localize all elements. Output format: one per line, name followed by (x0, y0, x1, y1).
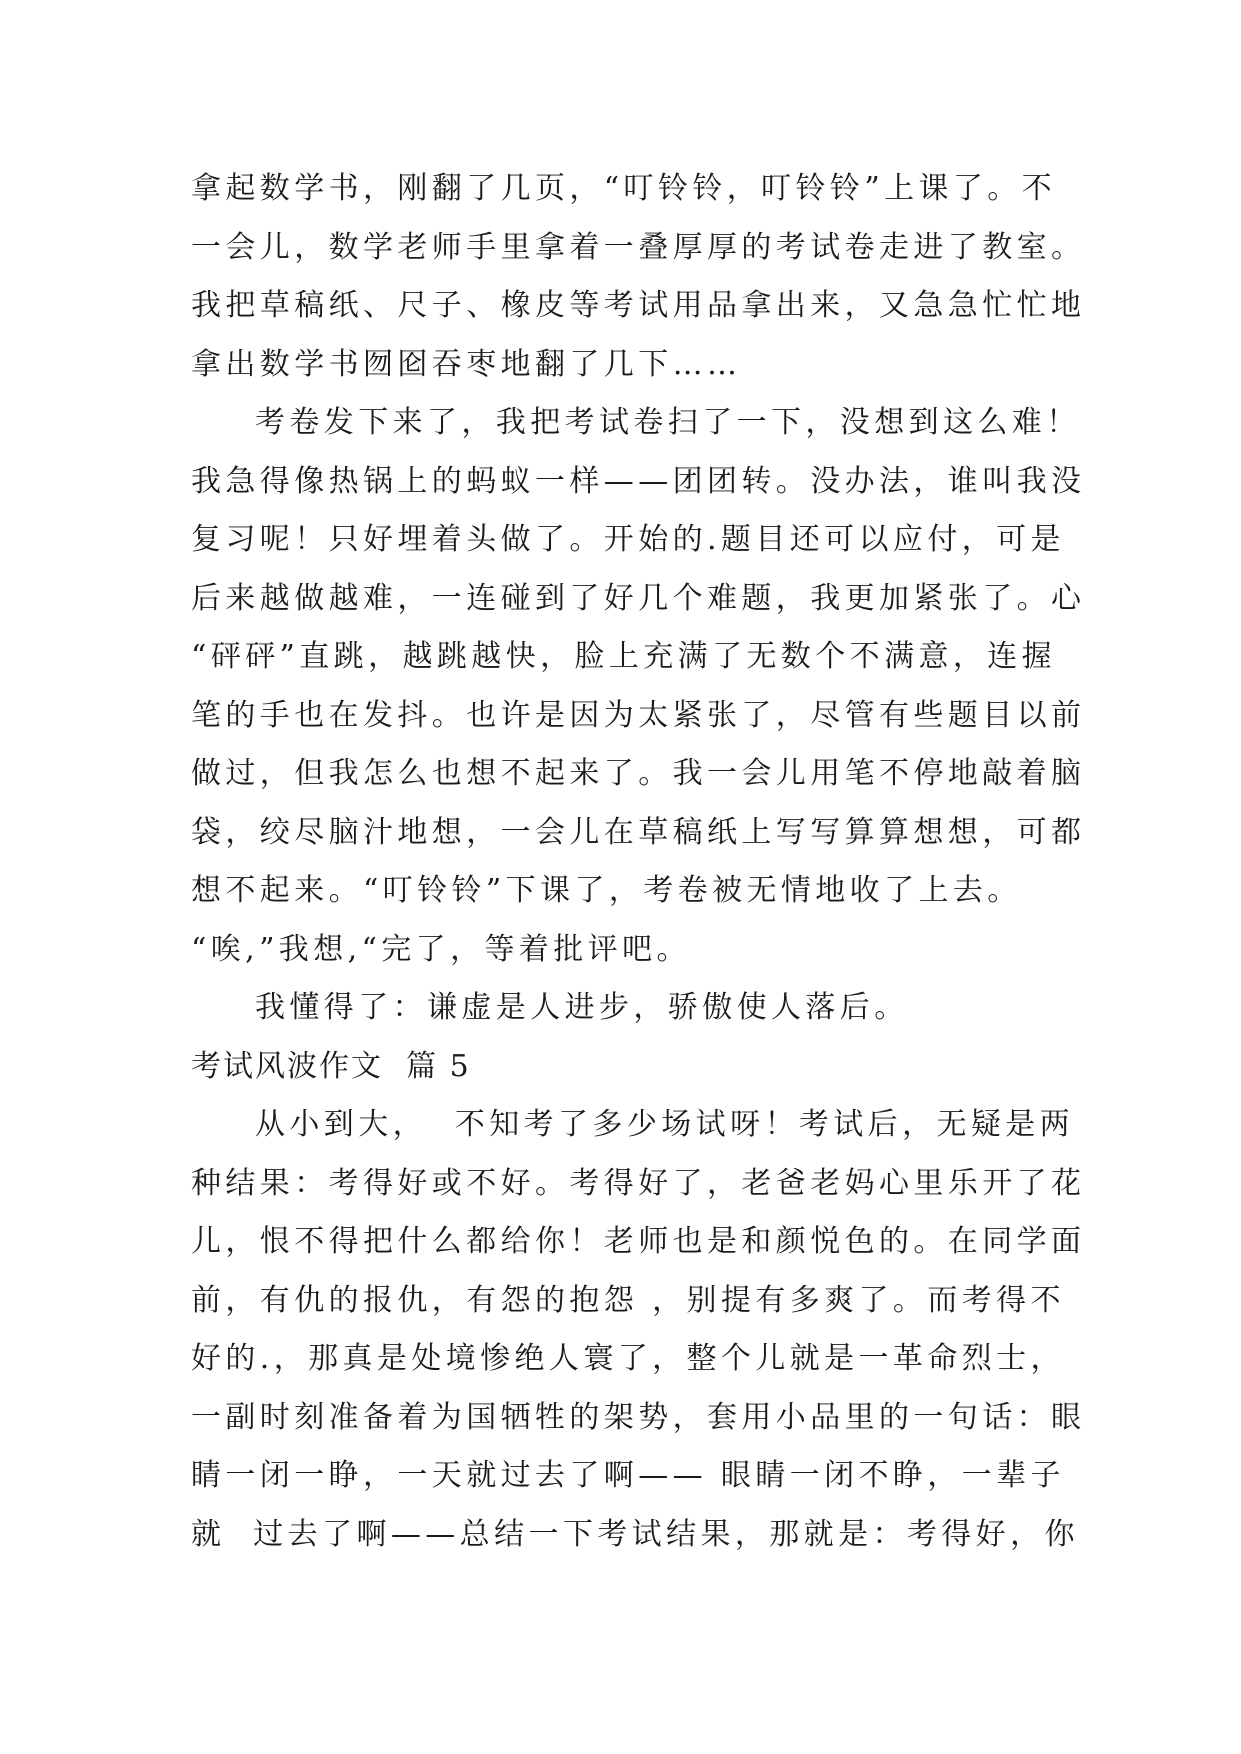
text-line: 后来越做越难，一连碰到了好几个难题，我更加紧张了。心 (191, 580, 1086, 616)
section-heading: 考试风波作文 篇 5 (191, 1048, 471, 1084)
text-line: 一会儿，数学老师手里拿着一叠厚厚的考试卷走进了教室。 (191, 229, 1086, 265)
body-text (191, 160, 1086, 1564)
text-line: 复习呢！只好埋着头做了。开始的.题目还可以应付，可是 (191, 522, 1065, 557)
text-line: 拿起数学书，刚翻了几页，“叮铃铃，叮铃铃”上课了。不 (191, 171, 1057, 206)
text-line: 我急得像热锅上的蚂蚁一样——团团转。没办法，谁叫我没 (191, 463, 1086, 499)
text-line: 袋，绞尽脑汁地想，一会儿在草稿纸上写写算算想想，可都 (191, 814, 1086, 850)
text-line: 想不起来。“叮铃铃”下课了，考卷被无情地收了上去。 (191, 873, 1022, 908)
text-line: 前，有仇的报仇，有怨的抱怨 ，别提有多爽了。而考得不 (191, 1282, 1065, 1318)
text-line: 儿，恨不得把什么都给你！老师也是和颜悦色的。在同学面 (191, 1224, 1086, 1259)
paragraph-start-line: 我懂得了：谦虚是人进步，骄傲使人落后。 (255, 990, 909, 1025)
text-line: “唉,”我想,“完了，等着批评吧。 (191, 931, 691, 967)
text-line: 一副时刻准备着为国牺牲的架势，套用小品里的一句话：眼 (191, 1399, 1086, 1435)
text-line: 睛一闭一睁，一天就过去了啊—— 眼睛一闭不睁，一辈子 (191, 1458, 1065, 1493)
text-line: 笔的手也在发抖。也许是因为太紧张了，尽管有些题目以前 (191, 697, 1086, 733)
paragraph-start-line: 考卷发下来了，我把考试卷扫了一下，没想到这么难！ (255, 405, 1081, 440)
text-line: 就 过去了啊——总结一下考试结果，那就是：考得好，你 (191, 1516, 1079, 1552)
text-line: “砰砰”直跳，越跳越快，脸上充满了无数个不满意，连握 (191, 639, 1057, 674)
text-line: 拿出数学书囫囵吞枣地翻了几下…… (191, 346, 742, 382)
text-line: 我把草稿纸、尺子、橡皮等考试用品拿出来，又急急忙忙地 (191, 288, 1086, 323)
text-line: 种结果：考得好或不好。考得好了，老爸老妈心里乐开了花 (191, 1165, 1086, 1201)
text-line: 好的.，那真是处境惨绝人寰了，整个儿就是一革命烈士， (191, 1341, 1065, 1376)
text-line: 做过，但我怎么也想不起来了。我一会儿用笔不停地敲着脑 (191, 756, 1086, 791)
paragraph-start-line: 从小到大， 不知考了多少场试呀！考试后，无疑是两 (255, 1107, 1075, 1142)
